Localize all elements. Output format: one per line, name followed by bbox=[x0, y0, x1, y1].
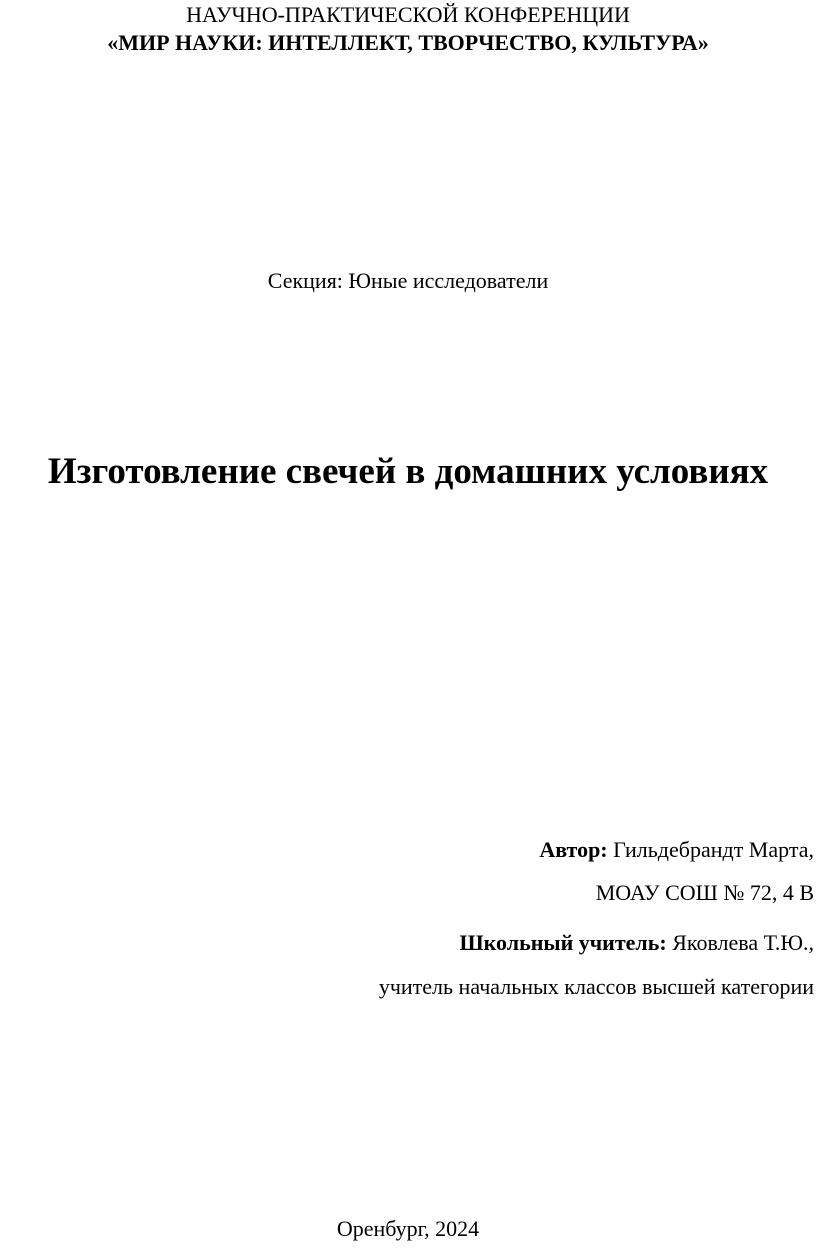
section-line: Секция: Юные исследователи bbox=[267, 268, 549, 293]
author-line bbox=[539, 837, 814, 863]
author-name: Гильдебрандт Марта, bbox=[613, 837, 814, 862]
conference-line: НАУЧНО-ПРАКТИЧЕСКОЙ КОНФЕРЕНЦИИ bbox=[186, 2, 630, 27]
teacher-name: Яковлева Т.Ю., bbox=[672, 930, 814, 955]
page-title: Изготовление свечей в домашних условиях bbox=[47, 451, 769, 492]
author-label: Автор: bbox=[539, 837, 608, 862]
teacher-label: Школьный учитель: bbox=[459, 930, 667, 955]
teacher-position: учитель начальных классов высшей категории bbox=[378, 974, 814, 999]
author-school: МОАУ СОШ № 72, 4 В bbox=[595, 880, 814, 905]
city-year: Оренбург, 2024 bbox=[336, 1216, 480, 1241]
conference-name: «МИР НАУКИ: ИНТЕЛЛЕКТ, ТВОРЧЕСТВО, КУЛЬТУРА» bbox=[107, 30, 709, 55]
teacher-line bbox=[459, 930, 814, 956]
